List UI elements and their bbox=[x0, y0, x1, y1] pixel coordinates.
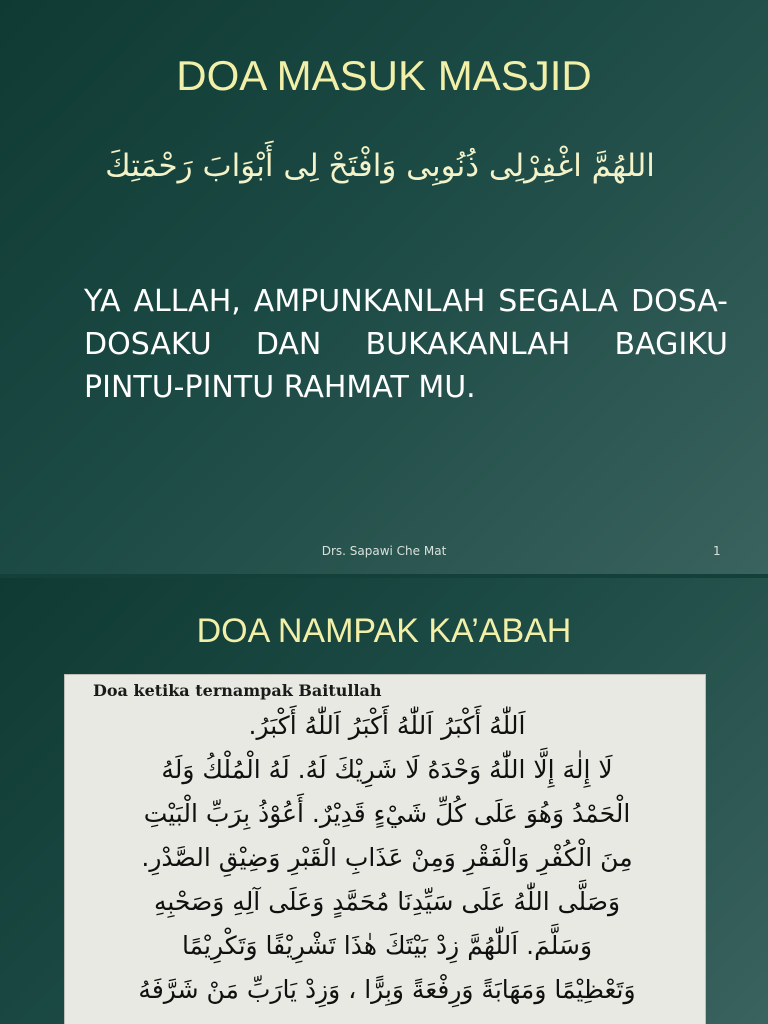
prayer-line: وَتَعْظِيْمًا وَمَهَابَةً وَرِفْعَةً وَبِرًّا ، وَزِدْ يَارَبِّ مَنْ شَرَّفَهُ bbox=[138, 975, 636, 1004]
footer-author: Drs. Sapawi Che Mat bbox=[321, 544, 447, 558]
prayer-line: وَصَلَّى اللّٰهُ عَلَى سَيِّدِنَا مُحَمَّدٍ وَعَلَى آلِهِ وَصَحْبِهِ bbox=[153, 887, 621, 916]
slide-number: 1 bbox=[713, 544, 721, 558]
prayer-line: اَللّٰهُ أَكْبَرُ اَللّٰهُ أَكْبَرُ اَللّٰهُ أَكْبَرُ. bbox=[248, 711, 526, 740]
slide-title: DOA NAMPAK KA’ABAH bbox=[196, 612, 572, 650]
slide-title: DOA MASUK MASJID bbox=[176, 52, 592, 99]
prayer-translation: YA ALLAH, AMPUNKANLAH SEGALA DOSA-DOSAKU DAN BUKAKANLAH BAGIKU PINTU-PINTU RAHMAT MU. bbox=[84, 284, 728, 405]
prayer-line: لَا إِلٰهَ إِلَّا اللّٰهُ وَحْدَهُ لَا شَرِيْكَ لَهُ. لَهُ الْمُلْكُ وَلَهُ bbox=[161, 755, 613, 784]
image-caption: Doa ketika ternampak Baitullah bbox=[93, 681, 382, 700]
prayer-line: مِنَ الْكُفْرِ وَالْفَقْرِ وَمِنْ عَذَابِ الْقَبْرِ وَضِيْقِ الصَّدْرِ. bbox=[141, 843, 633, 872]
prayer-line: الْحَمْدُ وَهُوَ عَلَى كُلِّ شَيْءٍ قَدِيْرٌ. أَعُوْذُ بِرَبِّ الْبَيْتِ bbox=[143, 799, 631, 828]
scanned-prayer-image bbox=[64, 674, 706, 1024]
slide-doa-nampak-kaabah bbox=[0, 578, 768, 1024]
arabic-prayer-text: اللهُمَّ اغْفِرْلِى ذُنُوبِى وَافْتَحْ لِى أَبْوَابَ رَحْمَتِكَ bbox=[105, 148, 655, 184]
prayer-line: وَسَلَّمَ. اَللّٰهُمَّ زِدْ بَيْتَكَ هٰذَا تَشْرِيْفًا وَتَكْرِيْمًا bbox=[181, 931, 593, 960]
